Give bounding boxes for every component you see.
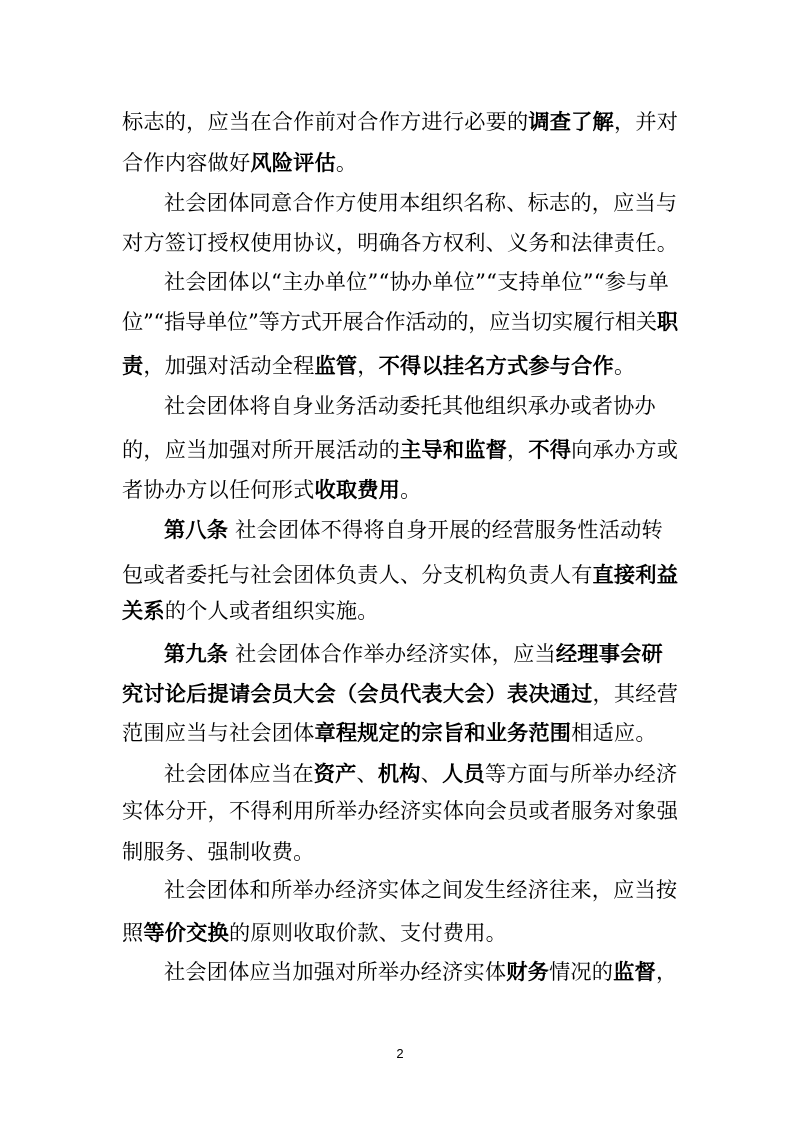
bold-text-segment: 不得: [528, 437, 572, 462]
text-segment: 、: [420, 761, 443, 786]
text-segment: 相适应。: [571, 720, 657, 745]
text-segment: 制服务、强制收费。: [122, 839, 315, 864]
paragraph-line: [122, 913, 678, 953]
text-segment: 的原则收取价款、支付费用。: [228, 920, 507, 945]
text-segment: 实体分开，不得利用所举办经济实体向会员或者服务对象强: [122, 798, 679, 823]
text-segment: ，: [655, 959, 678, 984]
paragraph-line: [122, 713, 678, 753]
text-segment: ，: [357, 353, 379, 378]
text-segment: 情况的: [548, 959, 614, 984]
text-segment: 社会团体不得将自身开展的经营服务性活动转: [228, 517, 663, 542]
paragraph-line: [122, 555, 678, 595]
paragraph-line: [122, 102, 678, 142]
bold-text-segment: 究讨论后提请会员大会（会员代表大会）表决通过: [122, 681, 593, 706]
paragraph-line: [164, 386, 678, 426]
bold-text-segment: 第八条: [164, 517, 229, 542]
bold-text-segment: 主导和监督: [400, 437, 507, 462]
bold-text-segment: 监督: [613, 959, 656, 984]
text-segment: 社会团体合作举办经济实体，应当: [228, 641, 556, 666]
text-segment: ，: [507, 437, 529, 462]
bold-text-segment: 直接利益: [592, 562, 679, 587]
text-segment: 、: [356, 761, 378, 786]
paragraph-line: [122, 302, 678, 342]
text-segment: 。: [335, 150, 358, 175]
paragraph-line: [164, 634, 678, 674]
text-segment: 。: [400, 477, 422, 502]
text-segment: 标志的，应当在合作前对合作方进行必要的: [122, 109, 529, 134]
text-segment: 社会团体同意合作方使用本组织名称、标志的，应当与: [164, 190, 678, 215]
bold-text-segment: 风险评估: [250, 150, 336, 175]
paragraph-line: [122, 346, 678, 386]
text-segment: 向承办方或: [571, 437, 679, 462]
text-segment: 等方面与所举办经济: [484, 761, 678, 786]
paragraph-line: [164, 183, 678, 223]
page-number: 2: [396, 1046, 404, 1061]
bold-text-segment: 财务: [506, 959, 549, 984]
text-segment: 社会团体和所举办经济实体之间发生经济往来，应当按: [164, 877, 678, 902]
text-segment: 社会团体应当加强对所举办经济实体: [164, 959, 507, 984]
bold-text-segment: 经理事会研: [555, 641, 663, 666]
text-segment: ，加强对活动全程: [143, 353, 315, 378]
paragraph-line: [122, 143, 678, 183]
text-segment: 的，应当加强对所开展活动的: [122, 437, 401, 462]
text-segment: 。: [613, 353, 636, 378]
text-segment: 范围应当与社会团体: [122, 720, 315, 745]
paragraph-line: [122, 674, 678, 714]
paragraph-line: [122, 430, 678, 470]
bold-text-segment: 职: [656, 309, 678, 334]
text-segment: ，并对: [613, 109, 679, 134]
paragraph-line: [164, 952, 678, 992]
paragraph-line: [122, 470, 678, 510]
text-segment: 者协办方以任何形式: [122, 477, 315, 502]
text-segment: 对方签订授权使用协议，明确各方权利、义务和法律责任。: [122, 230, 679, 255]
paragraph-line: [164, 262, 678, 302]
bold-text-segment: 人员: [442, 761, 485, 786]
paragraph-line: [122, 223, 678, 263]
text-segment: ，其经营: [592, 681, 679, 706]
paragraph-line: [164, 754, 678, 794]
bold-text-segment: 调查了解: [528, 109, 614, 134]
bold-text-segment: 监管: [314, 353, 358, 378]
bold-text-segment: 第九条: [164, 641, 229, 666]
text-segment: 社会团体以“主办单位”“协办单位”“支持单位”“参与单: [164, 269, 669, 294]
bold-text-segment: 责: [122, 353, 144, 378]
bold-text-segment: 资产: [313, 761, 357, 786]
text-segment: 位”“指导单位”等方式开展合作活动的，应当切实履行相关: [122, 309, 657, 334]
bold-text-segment: 机构: [377, 761, 421, 786]
text-segment: 合作内容做好: [122, 150, 251, 175]
text-segment: 包或者委托与社会团体负责人、分支机构负责人有: [122, 562, 593, 587]
bold-text-segment: 等价交换: [143, 920, 229, 945]
text-segment: 社会团体将自身业务活动委托其他组织承办或者协办: [164, 393, 656, 418]
bold-text-segment: 章程规定的宗旨和业务范围: [314, 720, 572, 745]
paragraph-line: [164, 870, 678, 910]
text-segment: 的个人或者组织实施。: [164, 598, 379, 623]
text-segment: 社会团体应当在: [164, 761, 314, 786]
paragraph-line: [122, 832, 678, 872]
paragraph-line: [122, 791, 678, 831]
bold-text-segment: 不得以挂名方式参与合作: [378, 353, 614, 378]
bold-text-segment: 关系: [122, 598, 165, 623]
bold-text-segment: 收取费用: [314, 477, 401, 502]
text-segment: 照: [122, 920, 144, 945]
paragraph-line: [122, 591, 678, 631]
paragraph-line: [164, 510, 678, 550]
